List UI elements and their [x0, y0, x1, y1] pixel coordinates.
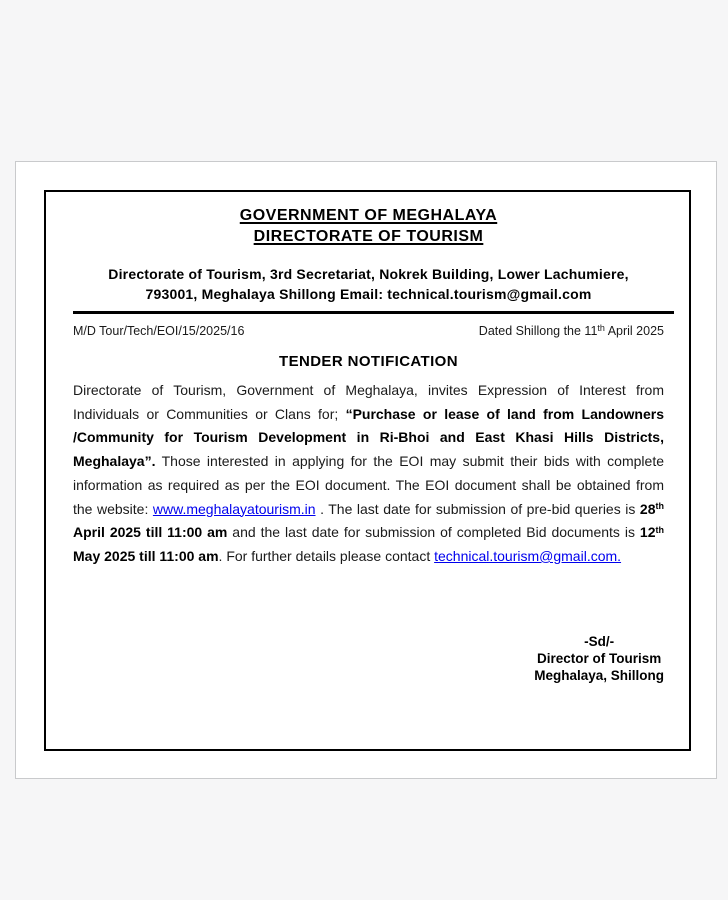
paragraph-text-segment: . The last date for submission of pre-bid queries is [315, 500, 640, 517]
dated-line [479, 323, 664, 340]
dated-line-suffix: April 2025 [604, 324, 664, 338]
paragraph-text-segment: April 2025 till 11:00 am [73, 524, 228, 541]
office-address-line1: Directorate of Tourism, 3rd Secretariat, Nokrek Building, Lower Lachumiere, [108, 266, 629, 282]
directorate-title-line2: DIRECTORATE OF TOURISM [253, 228, 484, 245]
website-link[interactable]: www.meghalayatourism.in [152, 500, 316, 517]
paragraph-text-segment: and the last date for submission of completed Bid documents is [227, 524, 640, 541]
notice-border-box [44, 190, 691, 751]
paragraph-text-segment: . For further details please contact [218, 547, 435, 564]
signature-sd: -Sd/- [584, 633, 615, 649]
government-title-line1: GOVERNMENT OF MEGHALAYA [239, 207, 498, 224]
signature-title: Director of Tourism [536, 650, 662, 666]
document-page [15, 161, 717, 779]
signature-place: Meghalaya, Shillong [534, 667, 664, 683]
signature-block [534, 633, 664, 684]
tender-notification-title: TENDER NOTIFICATION [279, 353, 458, 370]
paragraph-text-segment: Those interested in applying for the EOI may submit their bids with complete information as required as per the EOI document. The EOI document shall be obtained from the website: [73, 453, 664, 517]
reference-number: M/D Tour/Tech/EOI/15/2025/16 [73, 324, 245, 338]
dated-line-prefix: Dated Shillong the 11 [478, 324, 598, 338]
reference-row [73, 323, 664, 340]
paragraph-text-segment: Directorate of Tourism, Government of Meghalaya, invites Expression of Interest from Individuals or Communities or Clans for; [73, 382, 664, 422]
paragraph-text-segment: May 2025 till 11:00 am [73, 547, 219, 564]
paragraph-text-segment: 12 [639, 524, 656, 541]
paragraph-text-segment: th [655, 524, 664, 535]
office-address-line2: 793001, Meghalaya Shillong Email: technical.tourism@gmail.com [145, 286, 592, 302]
government-header [73, 205, 664, 247]
header-divider-rule [73, 311, 674, 314]
paragraph-text-segment: 28 [639, 500, 656, 517]
office-address [73, 264, 664, 304]
paragraph-text-segment: “Purchase or lease of land from Landowners /Community for Tourism Development in Ri-Bhoi and East Khasi Hills Districts, Meghalaya”. [73, 405, 664, 470]
notice-paragraph [73, 379, 664, 569]
email-link[interactable]: technical.tourism@gmail.com. [434, 547, 622, 564]
dated-line-superscript: th [597, 322, 605, 333]
paragraph-text-segment: th [655, 501, 664, 512]
